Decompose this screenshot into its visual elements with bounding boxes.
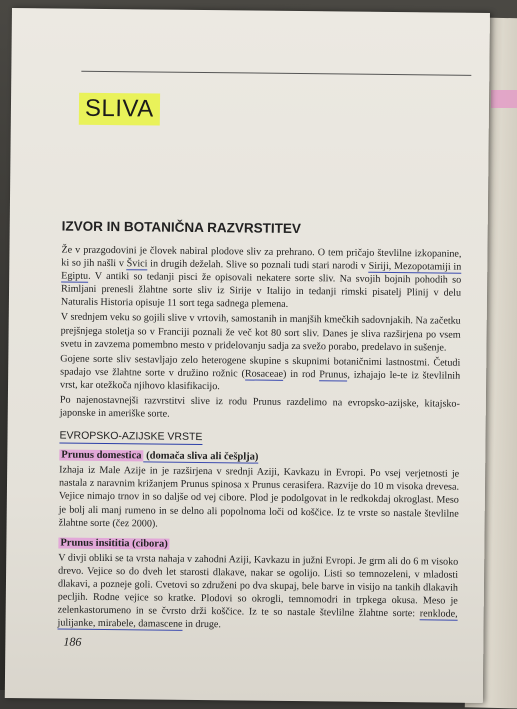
species-2-title	[58, 537, 458, 552]
intro-paragraph-1-part-2: in drugih deželah. Slive so poznali tudi stari narodi v	[147, 258, 369, 272]
page-number: 186	[63, 634, 82, 649]
page-content	[57, 219, 461, 636]
intro-paragraph-3-part-3: Prunus	[319, 369, 348, 381]
species-2-text-part-0: V divji obliki se ta vrsta nahaja v zahodni Aziji, Kavkazu in južni Evropi. Je grm ali do 6 m visoko drevo. Vejice so do dveh let starosti dlakave, nakar se ogolijo. Listi so temnozeleni, v mladosti dlakavi, a pozneje goli. Cvetovi so združeni po dva skupaj, bele barve in visijo na tankih dlakavih pecljih. Rodne vejice so kratke. Plodovi so okrogli, temnomodri in trpkega okusa. Meso je zelenkastorumeno in se čvrsto drži koščice. Iz te so nastale števlilne žlahtne sorte:	[57, 552, 459, 620]
species-1-title	[59, 450, 459, 465]
subsection-heading: EVROPSKO-AZIJSKE VRSTE	[59, 429, 203, 444]
species-1	[59, 450, 460, 534]
chapter-title: SLIVA	[79, 93, 160, 126]
intro-paragraph-3-part-0: Gojene sorte sliv sestavljajo zelo heterogene skupine s skupnimi botaničnimi lastnostmi. Četudi spadajo vse žlahtne sorte v družino rožnic (	[60, 353, 461, 380]
intro-paragraph-3-part-4: , izhajajo le-te iz števlilnih vrst, kar otežkoča njihovo klasifikacijo.	[59, 369, 461, 393]
intro-text	[60, 244, 462, 424]
species-2-text	[57, 551, 458, 634]
intro-paragraph-2-part-0: V srednjem veku so gojili slive v vrtovih, samostanih in manjših kmečkih sadovnjakih. Na začetku prejšnjega stoletja so v Franciji poznali že več kot 80 sort sliv. Danes je sliva razširjena po vsem svetu in zavzema pomembno mesto v pridelovanju sadja za svežo porabo, predelavo in sušenje.	[60, 311, 461, 354]
species-1-name: Prunus domestica	[61, 449, 142, 462]
intro-paragraph-2	[60, 311, 460, 354]
intro-paragraph-1-part-3: Siriji, Mezopotamiji in Egiptu	[61, 260, 462, 282]
species-2-name: Prunus insititia (cibora)	[60, 537, 168, 550]
intro-paragraph-1	[61, 244, 462, 314]
intro-paragraph-4	[60, 394, 460, 424]
intro-paragraph-3	[60, 352, 460, 395]
intro-paragraph-1-part-0: Že v prazgodovini je človek nabiral plodove sliv za prehrano. O tem pričajo števlilne izkopanine, ki so jih našli v	[61, 244, 462, 270]
species-2-text-part-1: renklode, julijanke, mirabele, damascene	[57, 608, 458, 630]
intro-paragraph-1-part-1: Švici	[126, 258, 148, 270]
species-2	[57, 537, 458, 634]
intro-paragraph-3-part-1: Rosaceae	[244, 368, 284, 380]
species-1-text: Izhaja iz Male Azije in je razširjena v srednji Aziji, Kavkazu in Evropi. Po vsej verjetnosti je nastala z naravnim križanjem Prunus spinosa x Prunus cerasifera. Razvije do 10 m visoka drevesa. Vejice nimajo trnov in so daljše od vej cibore. Plod je podolgovat in le redkokdaj okroglast. Meso je bolj ali manj rumeno in se delno ali popolnoma loči od koščice. Iz te vrste so nastale števlilne žlahtne sorte (čez 2000).	[58, 464, 460, 530]
intro-paragraph-4-part-0: Po najenostavnejši razvrstitvi slive iz rodu Prunus razdelimo na evropsko-azijske, kitajsko-japonske in ameriške sorte.	[59, 394, 460, 420]
header-rule	[81, 71, 471, 76]
book-page	[5, 8, 490, 703]
intro-paragraph-1-part-4: . V antiki so tedanji pisci že opisovali nekatere sorte sliv. Na svojih bojnih pohodih so Rimljani prenesli žlahtne sorte sliv iz Sirije v Italijo in tedanji rimski pisatelj Plinij v delu Naturalis Historia opisuje 11 sort tega sadnega plemena.	[60, 270, 462, 311]
species-1-suffix: (domača sliva ali češplja)	[143, 450, 259, 463]
species-2-text-part-2: in druge.	[182, 618, 222, 631]
intro-paragraph-3-part-2: ) in rod	[282, 368, 320, 381]
bookmark-tab	[491, 90, 517, 108]
section-heading: IZVOR IN BOTANIČNA RAZVRSTITEV	[61, 218, 302, 237]
